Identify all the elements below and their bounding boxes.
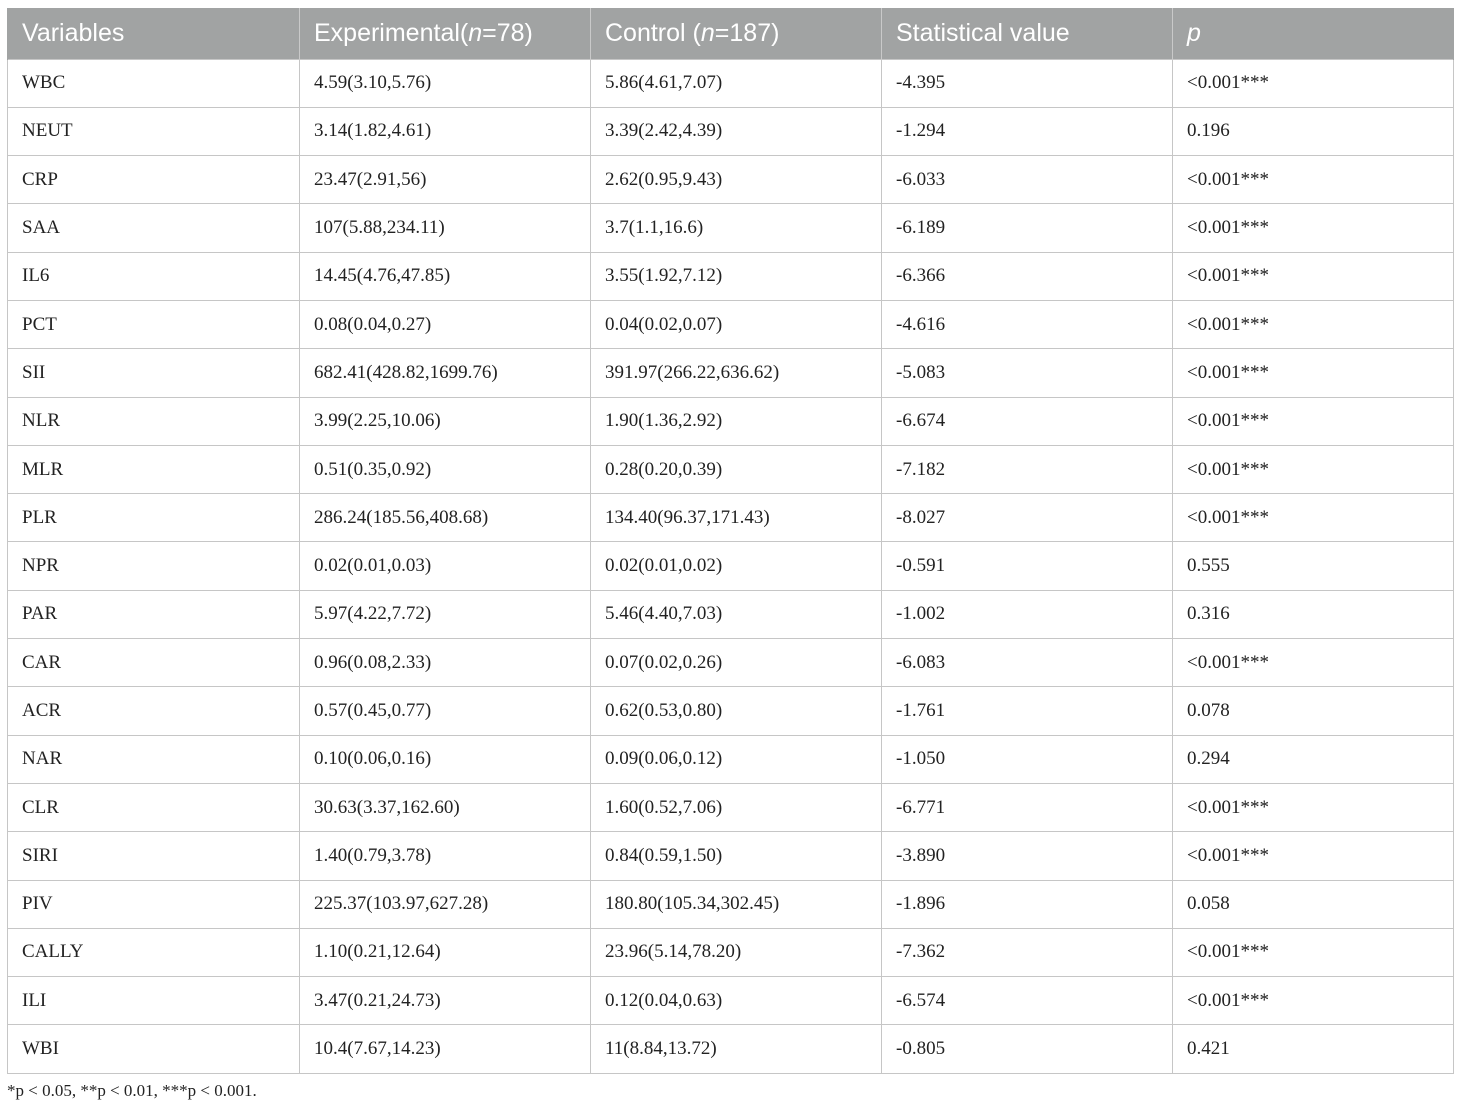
cell-p: 0.421 xyxy=(1173,1025,1454,1073)
cell-p: 0.555 xyxy=(1173,542,1454,590)
cell-variable: WBI xyxy=(8,1025,300,1073)
cell-control: 0.09(0.06,0.12) xyxy=(591,735,882,783)
table-row xyxy=(8,542,1454,590)
cell-experimental: 4.59(3.10,5.76) xyxy=(300,59,591,107)
cell-control: 0.07(0.02,0.26) xyxy=(591,639,882,687)
cell-p: <0.001*** xyxy=(1173,494,1454,542)
cell-variable: CAR xyxy=(8,639,300,687)
table-row xyxy=(8,494,1454,542)
cell-variable: CRP xyxy=(8,156,300,204)
cell-statistical-value: -6.083 xyxy=(882,639,1173,687)
cell-variable: ILI xyxy=(8,977,300,1025)
cell-p: 0.196 xyxy=(1173,107,1454,155)
cell-statistical-value: -6.674 xyxy=(882,397,1173,445)
table-row xyxy=(8,783,1454,831)
cell-variable: NEUT xyxy=(8,107,300,155)
table-row xyxy=(8,832,1454,880)
cell-control: 2.62(0.95,9.43) xyxy=(591,156,882,204)
cell-variable: SIRI xyxy=(8,832,300,880)
cell-experimental: 30.63(3.37,162.60) xyxy=(300,783,591,831)
cell-control: 0.04(0.02,0.07) xyxy=(591,300,882,348)
cell-experimental: 3.14(1.82,4.61) xyxy=(300,107,591,155)
cell-control: 5.86(4.61,7.07) xyxy=(591,59,882,107)
cell-experimental: 0.02(0.01,0.03) xyxy=(300,542,591,590)
cell-p: <0.001*** xyxy=(1173,832,1454,880)
cell-experimental: 682.41(428.82,1699.76) xyxy=(300,349,591,397)
results-table xyxy=(7,8,1454,1074)
cell-variable: NPR xyxy=(8,542,300,590)
header-experimental: Experimental(n=78) xyxy=(300,8,591,59)
cell-p: <0.001*** xyxy=(1173,252,1454,300)
cell-p: <0.001*** xyxy=(1173,156,1454,204)
table-row xyxy=(8,107,1454,155)
cell-statistical-value: -8.027 xyxy=(882,494,1173,542)
cell-p: <0.001*** xyxy=(1173,300,1454,348)
cell-p: 0.294 xyxy=(1173,735,1454,783)
cell-control: 0.28(0.20,0.39) xyxy=(591,445,882,493)
cell-p: <0.001*** xyxy=(1173,59,1454,107)
cell-variable: PLR xyxy=(8,494,300,542)
table-row xyxy=(8,880,1454,928)
cell-control: 0.12(0.04,0.63) xyxy=(591,977,882,1025)
cell-experimental: 0.51(0.35,0.92) xyxy=(300,445,591,493)
cell-control: 134.40(96.37,171.43) xyxy=(591,494,882,542)
cell-variable: CALLY xyxy=(8,928,300,976)
table-row xyxy=(8,59,1454,107)
cell-control: 0.02(0.01,0.02) xyxy=(591,542,882,590)
header-statistical-value: Statistical value xyxy=(882,8,1173,59)
cell-control: 0.62(0.53,0.80) xyxy=(591,687,882,735)
cell-control: 23.96(5.14,78.20) xyxy=(591,928,882,976)
cell-statistical-value: -1.050 xyxy=(882,735,1173,783)
results-table-container xyxy=(7,8,1453,1074)
cell-statistical-value: -6.771 xyxy=(882,783,1173,831)
table-row xyxy=(8,445,1454,493)
cell-control: 1.90(1.36,2.92) xyxy=(591,397,882,445)
cell-statistical-value: -0.805 xyxy=(882,1025,1173,1073)
cell-variable: IL6 xyxy=(8,252,300,300)
table-row xyxy=(8,349,1454,397)
cell-experimental: 1.40(0.79,3.78) xyxy=(300,832,591,880)
cell-experimental: 286.24(185.56,408.68) xyxy=(300,494,591,542)
cell-variable: NLR xyxy=(8,397,300,445)
table-row xyxy=(8,1025,1454,1073)
cell-variable: PIV xyxy=(8,880,300,928)
cell-statistical-value: -1.294 xyxy=(882,107,1173,155)
header-control: Control (n=187) xyxy=(591,8,882,59)
cell-statistical-value: -1.896 xyxy=(882,880,1173,928)
table-row xyxy=(8,397,1454,445)
cell-statistical-value: -6.033 xyxy=(882,156,1173,204)
table-row xyxy=(8,156,1454,204)
cell-p: 0.078 xyxy=(1173,687,1454,735)
cell-control: 3.7(1.1,16.6) xyxy=(591,204,882,252)
table-row xyxy=(8,687,1454,735)
cell-statistical-value: -7.182 xyxy=(882,445,1173,493)
cell-experimental: 0.96(0.08,2.33) xyxy=(300,639,591,687)
header-row xyxy=(8,8,1454,59)
cell-statistical-value: -6.366 xyxy=(882,252,1173,300)
cell-variable: SII xyxy=(8,349,300,397)
cell-experimental: 3.47(0.21,24.73) xyxy=(300,977,591,1025)
cell-statistical-value: -6.574 xyxy=(882,977,1173,1025)
cell-variable: ACR xyxy=(8,687,300,735)
cell-control: 391.97(266.22,636.62) xyxy=(591,349,882,397)
cell-control: 180.80(105.34,302.45) xyxy=(591,880,882,928)
cell-experimental: 14.45(4.76,47.85) xyxy=(300,252,591,300)
cell-control: 1.60(0.52,7.06) xyxy=(591,783,882,831)
cell-statistical-value: -0.591 xyxy=(882,542,1173,590)
cell-statistical-value: -3.890 xyxy=(882,832,1173,880)
cell-experimental: 107(5.88,234.11) xyxy=(300,204,591,252)
cell-control: 0.84(0.59,1.50) xyxy=(591,832,882,880)
cell-statistical-value: -4.616 xyxy=(882,300,1173,348)
cell-experimental: 225.37(103.97,627.28) xyxy=(300,880,591,928)
cell-experimental: 1.10(0.21,12.64) xyxy=(300,928,591,976)
cell-p: <0.001*** xyxy=(1173,397,1454,445)
table-row xyxy=(8,639,1454,687)
table-row xyxy=(8,735,1454,783)
cell-statistical-value: -6.189 xyxy=(882,204,1173,252)
table-row xyxy=(8,204,1454,252)
cell-experimental: 23.47(2.91,56) xyxy=(300,156,591,204)
cell-p: <0.001*** xyxy=(1173,349,1454,397)
cell-variable: PAR xyxy=(8,590,300,638)
cell-variable: PCT xyxy=(8,300,300,348)
table-row xyxy=(8,977,1454,1025)
cell-variable: MLR xyxy=(8,445,300,493)
table-row xyxy=(8,928,1454,976)
header-p: p xyxy=(1173,8,1454,59)
cell-control: 3.39(2.42,4.39) xyxy=(591,107,882,155)
cell-p: <0.001*** xyxy=(1173,783,1454,831)
cell-experimental: 0.10(0.06,0.16) xyxy=(300,735,591,783)
cell-statistical-value: -5.083 xyxy=(882,349,1173,397)
cell-p: <0.001*** xyxy=(1173,977,1454,1025)
cell-experimental: 0.57(0.45,0.77) xyxy=(300,687,591,735)
cell-experimental: 5.97(4.22,7.72) xyxy=(300,590,591,638)
cell-variable: NAR xyxy=(8,735,300,783)
cell-p: 0.316 xyxy=(1173,590,1454,638)
cell-variable: SAA xyxy=(8,204,300,252)
cell-experimental: 0.08(0.04,0.27) xyxy=(300,300,591,348)
cell-variable: WBC xyxy=(8,59,300,107)
cell-variable: CLR xyxy=(8,783,300,831)
table-row xyxy=(8,590,1454,638)
table-footnote: *p < 0.05, **p < 0.01, ***p < 0.001. xyxy=(7,1081,257,1100)
cell-control: 3.55(1.92,7.12) xyxy=(591,252,882,300)
cell-statistical-value: -4.395 xyxy=(882,59,1173,107)
table-header xyxy=(8,8,1454,59)
table-body xyxy=(8,59,1454,1073)
table-row xyxy=(8,252,1454,300)
cell-experimental: 10.4(7.67,14.23) xyxy=(300,1025,591,1073)
cell-control: 11(8.84,13.72) xyxy=(591,1025,882,1073)
cell-p: <0.001*** xyxy=(1173,928,1454,976)
cell-control: 5.46(4.40,7.03) xyxy=(591,590,882,638)
cell-statistical-value: -7.362 xyxy=(882,928,1173,976)
cell-p: <0.001*** xyxy=(1173,204,1454,252)
table-row xyxy=(8,300,1454,348)
cell-statistical-value: -1.761 xyxy=(882,687,1173,735)
cell-p: <0.001*** xyxy=(1173,445,1454,493)
cell-p: <0.001*** xyxy=(1173,639,1454,687)
cell-experimental: 3.99(2.25,10.06) xyxy=(300,397,591,445)
cell-p: 0.058 xyxy=(1173,880,1454,928)
header-variables: Variables xyxy=(8,8,300,59)
cell-statistical-value: -1.002 xyxy=(882,590,1173,638)
